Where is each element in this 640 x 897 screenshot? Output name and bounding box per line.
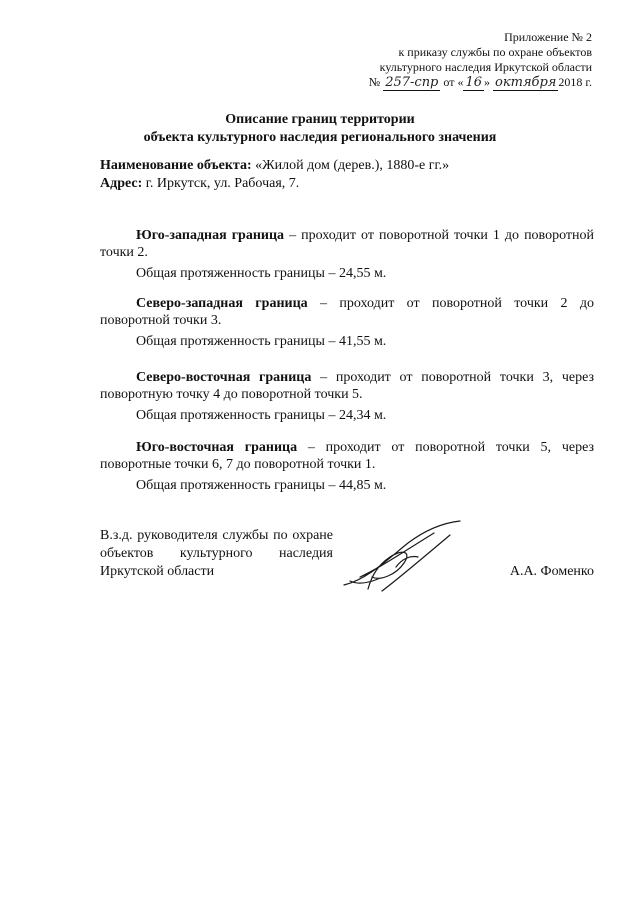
object-name-value: «Жилой дом (дерев.), 1880-е гг.» — [255, 158, 450, 173]
boundary-northwest — [100, 295, 594, 350]
appendix-title: Приложение № 2 — [504, 30, 592, 44]
boundary-description: – проходит от поворотной точки 2 до поворотной точки 3. — [100, 296, 594, 328]
appendix-header — [369, 30, 592, 90]
object-address-value: г. Иркутск, ул. Рабочая, 7. — [145, 176, 300, 191]
signatory-name: А.А. Фоменко — [509, 564, 594, 579]
boundary-name: Юго-восточная граница — [136, 440, 298, 455]
document-title — [0, 111, 640, 147]
boundary-northeast — [100, 369, 594, 424]
close-quote: » — [484, 75, 491, 89]
boundary-description: – проходит от поворотной точки 1 до поворотной точки 2. — [100, 228, 594, 260]
boundary-southwest — [100, 227, 594, 282]
boundary-name: Юго-западная граница — [136, 228, 285, 243]
object-address-label: Адрес: — [100, 176, 143, 191]
boundary-length: Общая протяженность границы – 41,55 м. — [136, 334, 387, 349]
appendix-order-line: к приказу службы по охране объектов — [398, 45, 592, 59]
boundary-length: Общая протяженность границы – 44,85 м. — [136, 478, 387, 493]
order-number-handwritten: 257-спр — [385, 75, 439, 90]
from-label: от « — [443, 75, 464, 89]
boundary-southeast — [100, 439, 594, 494]
boundary-description: – проходит от поворотной точки 5, через поворотные точки 6, 7 до поворотной точки 1. — [100, 440, 594, 472]
appendix-order-details — [369, 75, 592, 90]
object-address-row — [100, 175, 600, 193]
object-name-row — [100, 157, 600, 175]
boundary-text — [100, 295, 594, 329]
order-month-handwritten: октября — [495, 75, 557, 90]
boundary-text — [100, 369, 594, 403]
order-year: 2018 г. — [558, 75, 592, 89]
appendix-agency-line: культурного наследия Иркутской области — [379, 60, 592, 74]
handwritten-signature — [338, 519, 468, 595]
title-line-2: объекта культурного наследия регионального значения — [143, 130, 497, 145]
boundary-description: – проходит от поворотной точки 3, через поворотную точку 4 до поворотной точки 5. — [100, 370, 594, 402]
number-sign: № — [368, 75, 381, 89]
boundary-text — [100, 439, 594, 473]
signatory-position: В.з.д. руководителя службы по охране объектов культурного наследия Иркутской области — [100, 528, 333, 579]
boundary-name: Северо-восточная граница — [136, 370, 312, 385]
title-line-1: Описание границ территории — [225, 112, 415, 127]
object-name-label: Наименование объекта: — [100, 158, 252, 173]
boundary-name: Северо-западная граница — [136, 296, 308, 311]
boundary-text — [100, 227, 594, 261]
boundary-length: Общая протяженность границы – 24,34 м. — [136, 408, 387, 423]
order-day-handwritten: 16 — [465, 75, 483, 90]
object-info — [100, 157, 600, 193]
boundary-length: Общая протяженность границы – 24,55 м. — [136, 266, 387, 281]
